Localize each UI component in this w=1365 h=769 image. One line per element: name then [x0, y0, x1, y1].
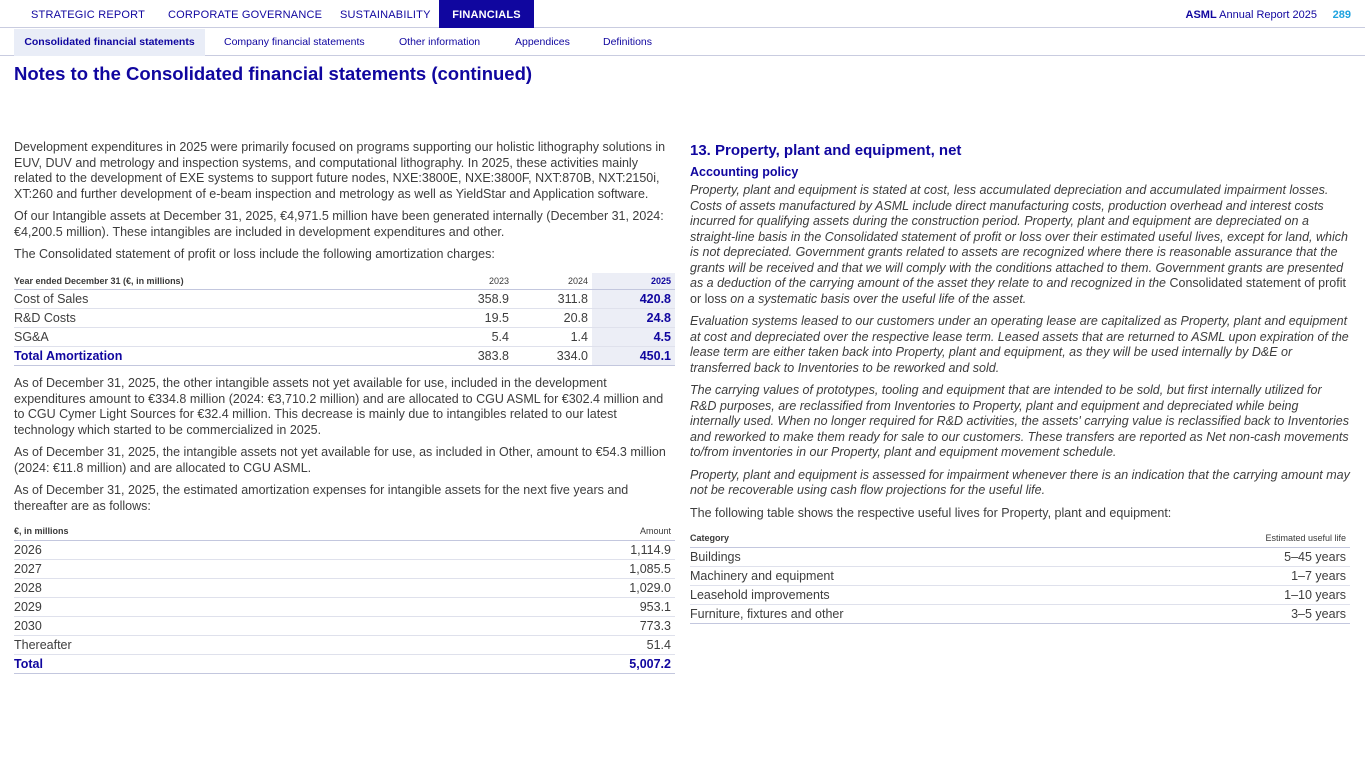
subtab-definitions[interactable]: Definitions — [603, 36, 653, 48]
table-row — [690, 604, 1350, 623]
table-cell: 334.0 — [513, 347, 592, 366]
table-cell: 5.4 — [428, 328, 513, 347]
table-cell: 1,085.5 — [383, 559, 675, 578]
table-cell: 3–5 years — [1116, 604, 1350, 623]
useful-lives-intro-paragraph: The following table shows the respective useful lives for Property, plant and equipment: — [690, 505, 1172, 520]
table-row — [14, 290, 675, 309]
table-header-row — [690, 530, 1350, 547]
amortization-intro-paragraph: The Consolidated statement of profit or loss include the following amortization charges: — [14, 247, 495, 261]
column-header: €, in millions — [14, 523, 383, 540]
table-cell: 1–7 years — [1116, 566, 1350, 585]
table-row — [690, 547, 1350, 566]
table-cell: 358.9 — [428, 290, 513, 309]
row-label: Thereafter — [14, 635, 383, 654]
table-cell: 20.8 — [513, 309, 592, 328]
page-number: 289 — [1332, 9, 1351, 21]
column-header: Category — [690, 530, 1116, 547]
row-label: SG&A — [14, 328, 428, 347]
table-cell: 1.4 — [513, 328, 592, 347]
table-cell: 1–10 years — [1116, 585, 1350, 604]
table-cell: 51.4 — [383, 635, 675, 654]
right-column — [690, 140, 1350, 624]
row-label: Leasehold improvements — [690, 585, 1116, 604]
development-expenditures-paragraph: Development expenditures in 2025 were primarily focused on programs supporting our holistic lithography solutions in EUV, DUV and metrology and inspection systems, and computational lithography. In 2025, these activities mainly related to the development of EXE systems to support future nodes, NXE:3800E, NXE:3800F, NXT:870B, NXT:2150i, XT:260 and further development of e-beam inspection and metrology as well as YieldStar and Application software. — [14, 140, 666, 201]
ppe-cost-text: Property, plant and equipment is stated at cost, less accumulated depreciation and accumulated impairment losses. Costs of assets manufactured by ASML include direct manufacturing costs, production overhead and interest costs incurred for qualifying assets during the construction period. Property, plant and equipment are depreciated on a straight-line basis in the Consolidated statement of profit or loss over their estimated useful lives, except for land, which is not depreciated. Government grants related to assets are recognized where there is reasonable assurance that the grants will be received and that we will comply with the conditions attached to them. Government grants are presented as a deduction of the carrying amount of the asset they relate to and recognized in the — [690, 183, 1348, 290]
left-column — [14, 140, 675, 674]
table-cell: 24.8 — [592, 309, 675, 328]
row-label: 2026 — [14, 540, 383, 559]
table-cell: 1,029.0 — [383, 578, 675, 597]
column-header: 2025 — [592, 273, 675, 290]
brand-name: ASML — [1185, 9, 1217, 21]
table-row — [14, 540, 675, 559]
table-cell: 5–45 years — [1116, 547, 1350, 566]
column-header: 2023 — [428, 273, 513, 290]
subtab-appendices[interactable]: Appendices — [515, 36, 570, 48]
table-cell: 311.8 — [513, 290, 592, 309]
table-cell: 383.8 — [428, 347, 513, 366]
table-cell: 19.5 — [428, 309, 513, 328]
table-cell: 4.5 — [592, 328, 675, 347]
subtab-consolidated-financial-statements[interactable]: Consolidated financial statements — [14, 29, 205, 56]
table-row — [14, 559, 675, 578]
subtab-company-financial-statements[interactable]: Company financial statements — [224, 36, 365, 48]
impairment-paragraph: Property, plant and equipment is assessed for impairment whenever there is an indication that the carrying amount may not be recoverable using cash flow projections for the useful life. — [690, 467, 1350, 497]
row-label: Total Amortization — [14, 347, 428, 366]
row-label: Machinery and equipment — [690, 566, 1116, 585]
column-header: Estimated useful life — [1116, 530, 1350, 547]
intangibles-other-paragraph: As of December 31, 2025, the intangible assets not yet available for use, as included in Other, amount to €54.3 million (2024: €11.8 million) and are allocated to CGU ASML. — [14, 445, 666, 475]
table-total-row — [14, 347, 675, 366]
ppe-cost-text-end: on a systematic basis over the useful life of the asset. — [726, 291, 1027, 306]
table-row — [14, 597, 675, 616]
row-label: Buildings — [690, 547, 1116, 566]
row-label: 2028 — [14, 578, 383, 597]
page-title: Notes to the Consolidated financial statements (continued) — [14, 63, 533, 84]
sub-navigation — [0, 29, 1365, 56]
table-header-row — [14, 273, 675, 290]
future-amortization-table — [14, 523, 675, 674]
row-label: Furniture, fixtures and other — [690, 604, 1116, 623]
row-label: Cost of Sales — [14, 290, 428, 309]
ppe-cost-paragraph — [690, 183, 1350, 307]
top-navigation — [0, 0, 1365, 28]
column-header: Amount — [383, 523, 675, 540]
row-label: 2030 — [14, 616, 383, 635]
amortization-table — [14, 273, 675, 367]
table-row — [690, 585, 1350, 604]
row-label: 2027 — [14, 559, 383, 578]
table-cell: 450.1 — [592, 347, 675, 366]
subtab-other-information[interactable]: Other information — [399, 36, 481, 48]
table-row — [14, 309, 675, 328]
ppe-cost-statement-ref: Consolidated statement of profit or loss — [690, 276, 1346, 306]
table-row — [14, 635, 675, 654]
table-cell: 1,114.9 — [383, 540, 675, 559]
tab-corporate-governance[interactable]: CORPORATE GOVERNANCE — [168, 9, 323, 21]
row-label: Total — [14, 654, 383, 673]
accounting-policy-heading: Accounting policy — [690, 165, 799, 179]
intangibles-not-available-paragraph: As of December 31, 2025, the other intangible assets not yet available for use, included in the development expenditures amount to €334.8 million (2024: €3,710.2 million) and are allocated to CGU ASML for €302.4 million and to CGU Cymer Light Sources for €32.4 million. This decrease is mainly due to intangibles related to our latest technology which started to be commercialized in 2025. — [14, 376, 664, 437]
brand-report-title: Annual Report 2025 — [1216, 9, 1317, 21]
table-cell: 420.8 — [592, 290, 675, 309]
evaluation-systems-paragraph: Evaluation systems leased to our customers under an operating lease are capitalized as Property, plant and equipment at cost and depreciated over the respective lease term. Leased assets that are returned to ASML upon expiration of the lease term are either taken back into Property, plant and equipment, as they will be used internally by D&E or transferred back to Inventories to be reworked and sold. — [690, 314, 1349, 375]
column-header: Year ended December 31 (€, in millions) — [14, 273, 428, 290]
table-row — [690, 566, 1350, 585]
table-row — [14, 616, 675, 635]
table-row — [14, 578, 675, 597]
tab-strategic-report[interactable]: STRATEGIC REPORT — [31, 9, 146, 21]
carrying-values-paragraph: The carrying values of prototypes, tooling and equipment that are intended to be sold, but first internally utilized for R&D purposes, are reclassified from Inventories to Property, plant and equipment and depreciated while being internally used. When no longer required for R&D activities, the assets' carrying value is reclassified back to Inventories and reworked to make them ready for sale to our customers. These transfers are reported as Net non-cash movements to/from inventories in our Property, plant and equipment movement schedule. — [690, 383, 1349, 459]
row-label: R&D Costs — [14, 309, 428, 328]
tab-financials[interactable]: FINANCIALS — [439, 0, 534, 28]
tab-sustainability[interactable]: SUSTAINABILITY — [340, 9, 431, 21]
table-cell: 5,007.2 — [383, 654, 675, 673]
table-total-row — [14, 654, 675, 673]
estimated-amortization-paragraph: As of December 31, 2025, the estimated amortization expenses for intangible assets for the next five years and thereafter are as follows: — [14, 483, 629, 513]
column-header: 2024 — [513, 273, 592, 290]
intangible-assets-paragraph: Of our Intangible assets at December 31, 2025, €4,971.5 million have been generated internally (December 31, 2024: €4,200.5 million). These intangibles are included in development expenditures and other. — [14, 209, 664, 239]
table-header-row — [14, 523, 675, 540]
section-title: 13. Property, plant and equipment, net — [690, 142, 962, 159]
table-cell: 773.3 — [383, 616, 675, 635]
report-brand — [1186, 0, 1317, 28]
row-label: 2029 — [14, 597, 383, 616]
useful-lives-table — [690, 530, 1350, 624]
table-cell: 953.1 — [383, 597, 675, 616]
table-row — [14, 328, 675, 347]
